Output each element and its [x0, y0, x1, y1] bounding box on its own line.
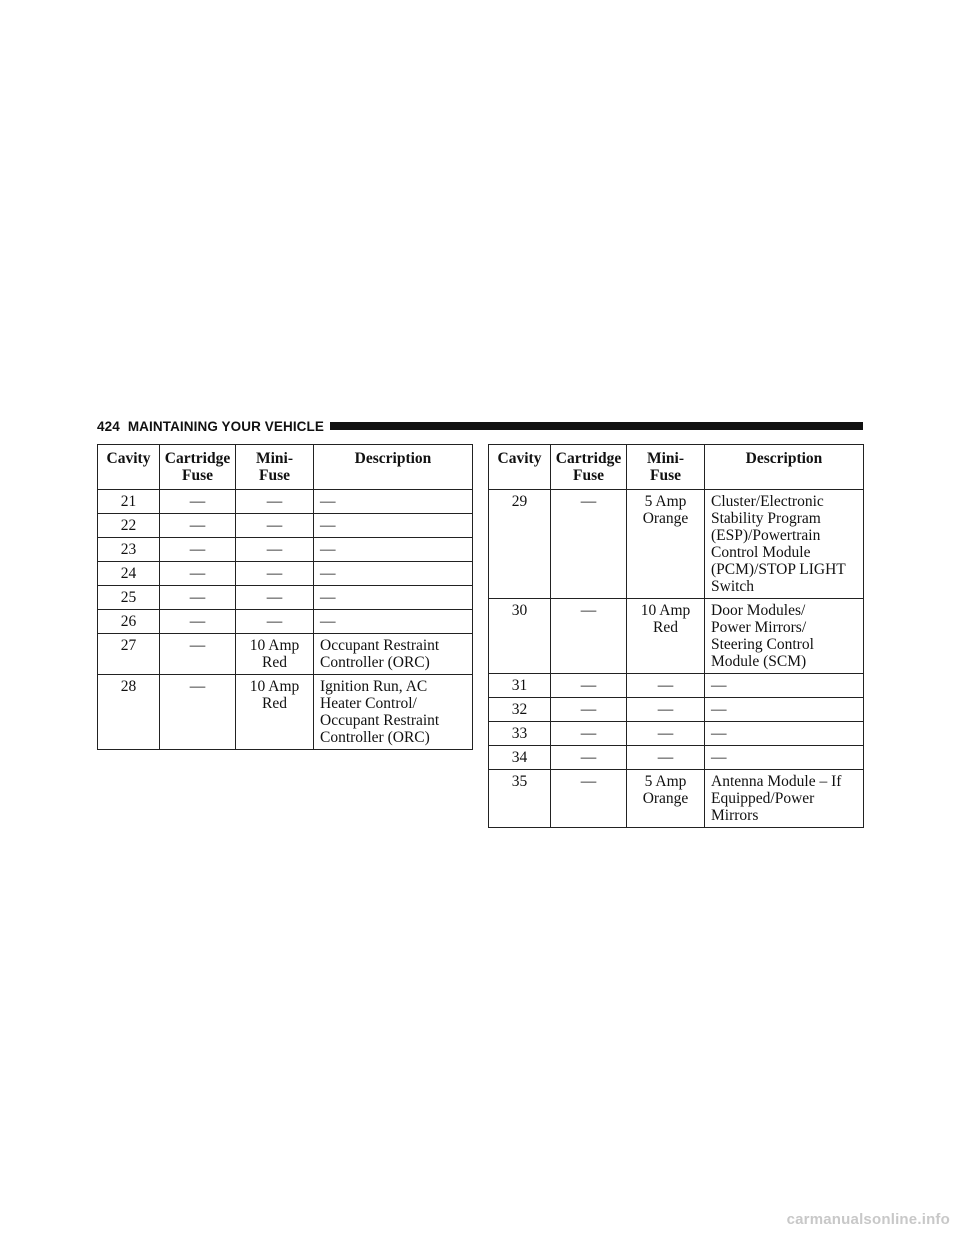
table-row — [489, 599, 864, 674]
cavity-cell: 33 — [489, 722, 551, 746]
description-cell: — — [314, 562, 473, 586]
cavity-cell: 32 — [489, 698, 551, 722]
mini-fuse-cell: 5 Amp Orange — [627, 770, 705, 828]
cavity-cell: 21 — [98, 490, 160, 514]
cavity-cell: 30 — [489, 599, 551, 674]
cavity-cell: 27 — [98, 634, 160, 675]
description-cell: Door Modules/ Power Mirrors/ Steering Control Module (SCM) — [705, 599, 864, 674]
cartridge-cell: — — [551, 490, 627, 599]
cartridge-cell: — — [160, 586, 236, 610]
mini-fuse-cell: 10 Amp Red — [627, 599, 705, 674]
table-row — [98, 610, 473, 634]
cartridge-cell: — — [551, 746, 627, 770]
column-header-mini-fuse: Mini- Fuse — [236, 445, 314, 490]
mini-fuse-cell: 5 Amp Orange — [627, 490, 705, 599]
description-cell: — — [314, 586, 473, 610]
description-cell: — — [705, 698, 864, 722]
mini-fuse-cell: — — [236, 562, 314, 586]
table-row — [489, 746, 864, 770]
table-row — [98, 675, 473, 750]
table-row — [98, 586, 473, 610]
cartridge-cell: — — [160, 610, 236, 634]
mini-fuse-cell: — — [627, 674, 705, 698]
cartridge-cell: — — [160, 514, 236, 538]
table-row — [98, 538, 473, 562]
description-cell: — — [314, 490, 473, 514]
header-rule — [330, 422, 863, 430]
watermark: carmanualsonline.info — [786, 1211, 950, 1228]
table-header-row — [489, 445, 864, 490]
description-cell: — — [705, 674, 864, 698]
cavity-cell: 34 — [489, 746, 551, 770]
cavity-cell: 31 — [489, 674, 551, 698]
mini-fuse-cell: — — [627, 722, 705, 746]
cavity-cell: 25 — [98, 586, 160, 610]
mini-fuse-cell: 10 Amp Red — [236, 675, 314, 750]
table-row — [98, 514, 473, 538]
table-row — [98, 634, 473, 675]
description-cell: — — [705, 722, 864, 746]
fuse-table-right — [488, 444, 864, 828]
table-row — [98, 562, 473, 586]
cartridge-cell: — — [160, 562, 236, 586]
table-row — [489, 722, 864, 746]
column-header-cavity: Cavity — [98, 445, 160, 490]
description-cell: Antenna Module – If Equipped/Power Mirrors — [705, 770, 864, 828]
description-cell: — — [314, 538, 473, 562]
mini-fuse-cell: — — [236, 514, 314, 538]
cavity-cell: 29 — [489, 490, 551, 599]
column-header-description: Description — [314, 445, 473, 490]
cartridge-cell: — — [160, 538, 236, 562]
description-cell: Ignition Run, AC Heater Control/ Occupant Restraint Controller (ORC) — [314, 675, 473, 750]
description-cell: — — [314, 610, 473, 634]
cavity-cell: 26 — [98, 610, 160, 634]
cavity-cell: 22 — [98, 514, 160, 538]
description-cell: — — [314, 514, 473, 538]
table-row — [98, 490, 473, 514]
description-cell: Cluster/Electronic Stability Program (ESP)/Powertrain Control Module (PCM)/STOP LIGHT Switch — [705, 490, 864, 599]
mini-fuse-cell: — — [236, 610, 314, 634]
table-header-row — [98, 445, 473, 490]
cavity-cell: 23 — [98, 538, 160, 562]
cartridge-cell: — — [160, 490, 236, 514]
cartridge-cell: — — [551, 674, 627, 698]
mini-fuse-cell: — — [627, 746, 705, 770]
cartridge-cell: — — [551, 599, 627, 674]
column-header-description: Description — [705, 445, 864, 490]
cartridge-cell: — — [160, 634, 236, 675]
table-row — [489, 674, 864, 698]
cavity-cell: 24 — [98, 562, 160, 586]
cartridge-cell: — — [160, 675, 236, 750]
cavity-cell: 28 — [98, 675, 160, 750]
cavity-cell: 35 — [489, 770, 551, 828]
table-row — [489, 770, 864, 828]
column-header-cartridge-fuse: Cartridge Fuse — [551, 445, 627, 490]
mini-fuse-cell: 10 Amp Red — [236, 634, 314, 675]
cartridge-cell: — — [551, 722, 627, 746]
description-cell: — — [705, 746, 864, 770]
table-row — [489, 698, 864, 722]
section-title: MAINTAINING YOUR VEHICLE — [127, 418, 324, 434]
page-number: 424 — [97, 418, 120, 434]
mini-fuse-cell: — — [236, 490, 314, 514]
column-header-cavity: Cavity — [489, 445, 551, 490]
cartridge-cell: — — [551, 770, 627, 828]
mini-fuse-cell: — — [627, 698, 705, 722]
mini-fuse-cell: — — [236, 538, 314, 562]
cartridge-cell: — — [551, 698, 627, 722]
table-row — [489, 490, 864, 599]
mini-fuse-cell: — — [236, 586, 314, 610]
column-header-mini-fuse: Mini- Fuse — [627, 445, 705, 490]
page-header — [97, 416, 863, 436]
description-cell: Occupant Restraint Controller (ORC) — [314, 634, 473, 675]
column-header-cartridge-fuse: Cartridge Fuse — [160, 445, 236, 490]
fuse-table-left — [97, 444, 473, 750]
